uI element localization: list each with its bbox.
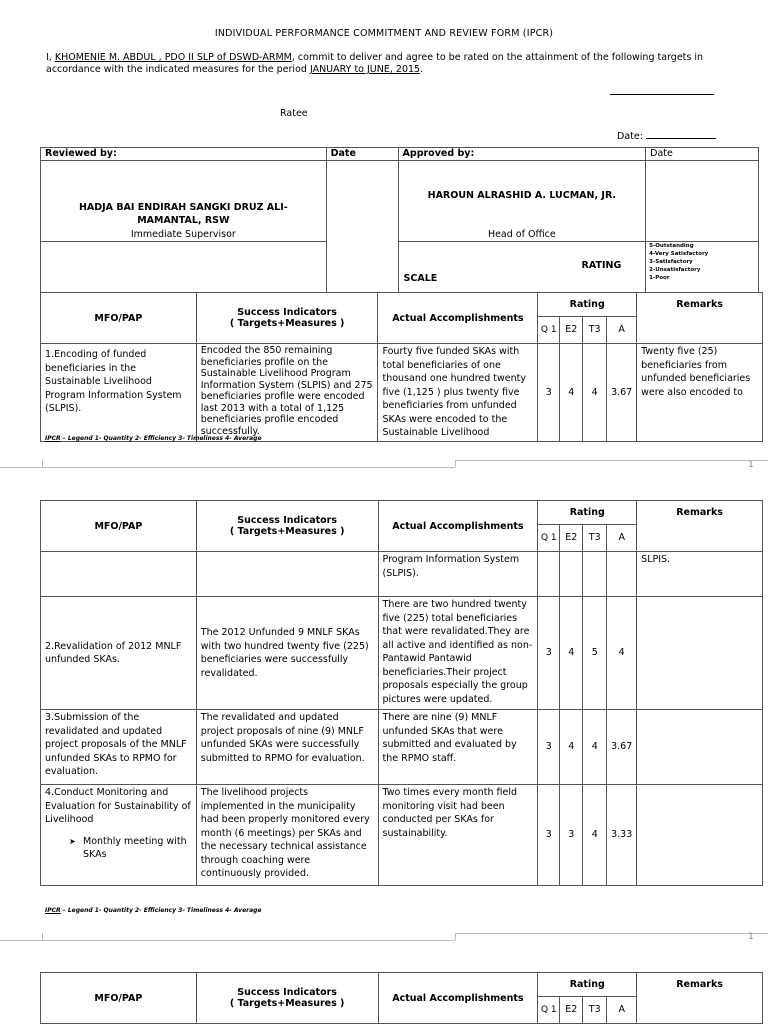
commitment-statement [46,52,736,76]
page-corner [455,460,456,467]
reviewed-date-label: Date [326,148,398,161]
row1b-t [583,552,607,597]
rating-period: JANUARY to JUNE, 2015 [309,64,421,75]
col-actual-header: Actual Accomplishments [378,973,538,1024]
table-row [41,785,763,886]
success-header-line2: ( Targets+Measures ) [229,318,345,329]
row2-t: 5 [583,597,607,710]
page-divider [0,467,455,468]
scale-item-5: 5-Outstanding [649,243,694,249]
q-header: Q 1 [538,317,560,344]
approver-role: Head of Office [398,229,646,242]
row1b-success [196,552,378,597]
row1-actual: Fourty five funded SKAs with total beneficiaries of one thousand one hundred twenty five (1,125 ) plus twenty five beneficiaries from unfunded SKAs were encoded to the Sustainable Livelihood [378,344,538,442]
scale-legend [646,242,759,293]
success-header-line2: ( Targets+Measures ) [229,526,345,537]
row2-success: The 2012 Unfunded 9 MNLF SKAs with two hundred twenty five (225) beneficiaries were successfully revalidated. [196,597,378,710]
row1-t: 4 [583,344,607,442]
row4-t: 4 [583,785,607,886]
row2-a: 4 [607,597,637,710]
e-header: E2 [560,525,583,552]
reviewed-by-label: Reviewed by: [41,148,327,161]
table-row [41,344,763,442]
row1-q: 3 [538,344,560,442]
approver-name: HAROUN ALRASHID A. LUCMAN, JR. [427,189,617,201]
row4-e: 3 [560,785,583,886]
row3-q: 3 [538,710,560,785]
review-approval-table [40,147,759,293]
col-rating-header: Rating [538,501,637,525]
form-title: INDIVIDUAL PERFORMANCE COMMITMENT AND REVIEW FORM (IPCR) [214,28,554,39]
row3-mfo: 3.Submission of the revalidated and updated project proposals of the MNLF unfunded SKAs to RPMO for evaluation. [41,710,197,785]
scale-label: SCALE [403,273,438,284]
reviewer-name: HADJA BAI ENDIRAH SANGKI DRUZ ALI-MAMANTAL, RSW [78,202,288,226]
row1b-a [607,552,637,597]
col-actual-header: Actual Accomplishments [378,293,538,344]
col-rating-header: Rating [538,973,637,997]
row1b-q [538,552,560,597]
approved-date-label: Date [646,148,759,161]
page-corner [455,933,456,940]
row1b-actual: Program Information System (SLPIS). [378,552,538,597]
reviewed-date-cell [326,161,398,293]
col-mfo-header: MFO/PAP [41,293,197,344]
row1-mfo: 1.Encoding of funded beneficiaries in the Sustainable Livelihood Program Information System (SLPIS). [41,344,197,442]
row3-a: 3.67 [607,710,637,785]
rating-label: RATING [581,260,622,271]
a-header: A [607,317,637,344]
legend-ipcr: IPCR [45,907,61,914]
ratee-date [617,130,716,142]
col-success-header [196,501,378,552]
row2-remarks [637,597,763,710]
e-header: E2 [560,317,583,344]
page-corner [42,460,43,467]
performance-table-page1 [40,292,763,442]
row1-a: 3.67 [607,344,637,442]
row1-e: 4 [560,344,583,442]
row4-mfo [41,785,197,886]
row4-a: 3.33 [607,785,637,886]
scale-rating-cell [398,242,646,293]
row4-mfo-text: 4.Conduct Monitoring and Evaluation for Sustainability of Livelihood [45,787,191,825]
col-actual-header: Actual Accomplishments [378,501,538,552]
performance-table-page2 [40,500,763,886]
page-number: 1 [748,460,754,470]
employee-name: KHOMENIE M. ABDUL , PDO II SLP of DSWD-ARMM [54,52,292,63]
date-blank-line [646,130,716,139]
col-remarks-header: Remarks [637,293,763,344]
row1b-e [560,552,583,597]
row2-actual: There are two hundred twenty five (225) total beneficiaries that were revalidated.They are all active and identified as non- Pantawid Pantawid beneficiaries.Their project proposals especially the group pictures were updated. [378,597,538,710]
row3-remarks [637,710,763,785]
table-row [41,597,763,710]
page-corner [42,933,43,940]
legend-text: – Legend 1- Quantity 2- Efficiency 3- Timeliness 4- Average [60,435,262,442]
a-header: A [607,525,637,552]
success-header-line1: Success Indicators [237,987,337,998]
intro-end: . [420,64,424,75]
row1-success: Encoded the 850 remaining beneficiaries profile on the Sustainable Livelihood Program Information System (SLPIS) and 275 beneficiaries profile were encoded last 2013 with a total of 1,125 beneficiaries profile encoded successfully. [196,344,378,442]
row3-t: 4 [583,710,607,785]
col-success-header [196,293,378,344]
scale-item-4: 4-Very Satisfactory [649,251,709,257]
scale-item-3: 3-Satisfactory [649,259,693,265]
success-header-line1: Success Indicators [237,515,338,526]
legend-page2 [45,907,262,914]
reviewer-cell [41,161,327,230]
q-header: Q 1 [538,525,560,552]
approver-cell [398,161,646,230]
date-label: Date: [617,131,646,142]
col-success-header [196,973,378,1024]
row2-q: 3 [538,597,560,710]
approved-date-cell [646,161,759,242]
page-divider [455,933,768,934]
table-row [41,552,763,597]
legend-ipcr: IPCR [45,435,61,442]
q-header: Q 1 [538,997,560,1024]
t-header: T3 [583,317,607,344]
success-header-line2: ( Targets+Measures ) [229,998,345,1009]
a-header: A [607,997,637,1024]
page-divider [0,940,455,941]
row1b-remarks: SLPIS. [637,552,763,597]
row3-actual: There are nine (9) MNLF unfunded SKAs that were submitted and evaluated by the RPMO staff. [378,710,538,785]
table-row [41,710,763,785]
approved-by-label: Approved by: [398,148,646,161]
legend-page1 [45,435,262,442]
scale-item-2: 2-Unsatisfactory [649,267,701,273]
col-rating-header: Rating [538,293,637,317]
row4-mfo-sub: Monthly meeting with SKAs [83,835,187,860]
row3-success: The revalidated and updated project proposals of nine (9) MNLF unfunded SKAs were successfully submitted to RPMO for evaluation. [196,710,378,785]
col-remarks-header: Remarks [637,973,763,1024]
reviewer-blank [41,242,327,293]
success-header-line1: Success Indicators [237,307,337,318]
row4-success: The livelihood projects implemented in the municipality had been properly monitored every month (6 meetings) per SKAs and the necessary technical assistance through coaching were continuously provided. [196,785,378,886]
col-mfo-header: MFO/PAP [41,501,197,552]
row4-actual: Two times every month field monitoring visit had been conducted per SKAs for sustainability. [378,785,538,886]
performance-table-page3 [40,972,763,1024]
intro-middle: , commit to deliver and agree to be rated on the attainment of the following targets in accordance with the indicated measures for the period [46,52,704,75]
arrow-bullet-icon: ➤ [69,836,76,846]
row4-remarks [637,785,763,886]
row1-remarks: Twenty five (25) beneficiaries from unfunded beneficiaries were also encoded to [637,344,763,442]
t-header: T3 [583,525,607,552]
row4-q: 3 [538,785,560,886]
ratee-signature-line [610,88,714,95]
e-header: E2 [560,997,583,1024]
page-number: 1 [748,932,754,942]
row4-mfo-bullet [45,835,192,862]
row3-e: 4 [560,710,583,785]
reviewer-role: Immediate Supervisor [41,229,327,242]
col-remarks-header: Remarks [637,501,763,552]
t-header: T3 [583,997,607,1024]
row1b-mfo [41,552,197,597]
ratee-label: Ratee [280,108,308,119]
scale-item-1: 1-Poor [649,275,670,281]
row2-e: 4 [560,597,583,710]
row2-mfo: 2.Revalidation of 2012 MNLF unfunded SKAs. [41,597,197,710]
intro-i: I, [46,52,55,63]
page-divider [455,460,768,461]
legend-text: – Legend 1- Quantity 2- Efficiency 3- Timeliness 4- Average [60,907,262,914]
col-mfo-header: MFO/PAP [41,973,197,1024]
